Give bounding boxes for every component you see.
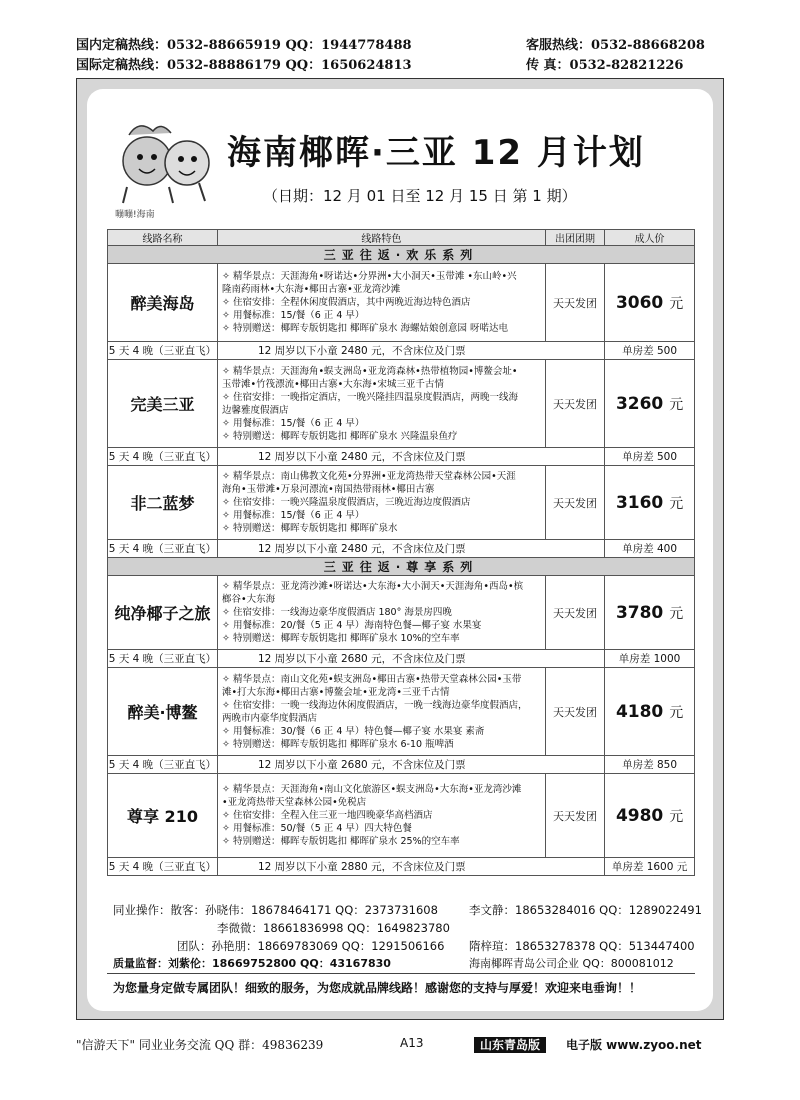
feature-line: ✧ 用餐标准：15/餐（6 正 4 早） bbox=[221, 510, 365, 521]
feature-line: 边馨雅度假酒店 bbox=[221, 404, 289, 416]
trip-duration: 5 天 4 晚（三亚直飞） bbox=[108, 540, 218, 558]
departure-schedule: 天天发团 bbox=[545, 668, 604, 756]
feature-line: ✧ 特别赠送：椰晖专版钥匙扣 椰晖矿泉水 6-10 瓶啤酒 bbox=[221, 738, 454, 750]
coconut-mascot-logo bbox=[109, 117, 219, 207]
feature-line: 玉带滩•竹筏漂流•椰田古寨•大东海•宋城三亚千古情 bbox=[221, 378, 444, 390]
contact-entry: 同业操作：散客：孙晓伟：18678464171 QQ：2373731608 bbox=[113, 903, 438, 917]
table-row bbox=[108, 466, 695, 540]
feature-line: 榔谷•大东海 bbox=[221, 594, 276, 605]
column-header: 线路特色 bbox=[217, 230, 545, 246]
price-unit: 元 bbox=[669, 295, 684, 312]
route-features bbox=[217, 774, 545, 858]
page-number: A13 bbox=[400, 1036, 424, 1050]
fax-number: 传 真：0532-82821226 bbox=[526, 58, 684, 73]
feature-line: ✧ 精华景点：亚龙湾沙滩•呀诺达•大东海•大小洞天•天涯海角•西岛•槟 bbox=[221, 581, 524, 592]
quality-supervisor: 质量监督：刘紫伦：18669752800 QQ：43167830 bbox=[113, 957, 391, 970]
route-features bbox=[217, 466, 545, 540]
feature-line: 滩•打大东海•椰田古寨•博鳌会址•亚龙湾•三亚千古情 bbox=[221, 686, 450, 698]
single-supplement: 单房差 850 bbox=[605, 756, 695, 774]
qq-group-note: "信游天下" 同业业务交流 QQ 群：49836239 bbox=[76, 1038, 324, 1052]
price-unit: 元 bbox=[669, 605, 684, 622]
adult-price bbox=[605, 576, 695, 650]
single-supplement: 单房差 1000 bbox=[605, 650, 695, 668]
table-row bbox=[108, 360, 695, 448]
price-unit: 元 bbox=[669, 808, 684, 825]
route-summary-row bbox=[108, 858, 695, 876]
route-name: 完美三亚 bbox=[108, 360, 218, 448]
route-features bbox=[217, 668, 545, 756]
adult-price bbox=[605, 668, 695, 756]
feature-line: ✧ 用餐标准：30/餐（6 正 4 早）特色餐—椰子宴 水果宴 素斋 bbox=[221, 725, 485, 737]
child-price-note: 12 周岁以下小童 2680 元，不含床位及门票 bbox=[217, 650, 604, 668]
column-header: 线路名称 bbox=[108, 230, 218, 246]
route-name: 尊享 210 bbox=[108, 774, 218, 858]
feature-line: ✧ 特别赠送：椰晖专版钥匙扣 椰晖矿泉水 25%的空车率 bbox=[221, 836, 460, 847]
feature-line: ✧ 住宿安排：一晚兴隆温泉度假酒店，三晚近海边度假酒店 bbox=[221, 497, 471, 508]
table-row bbox=[108, 774, 695, 858]
contact-entry: 隋梓瑄：18653278378 QQ：513447400 bbox=[469, 939, 695, 953]
route-summary-row bbox=[108, 650, 695, 668]
feature-line: ✧ 用餐标准：15/餐（6 正 4 早） bbox=[221, 417, 365, 429]
feature-line: •亚龙湾热带天堂森林公园•免税店 bbox=[221, 797, 367, 808]
feature-line: ✧ 住宿安排：一晚一线海边休闲度假酒店，一晚一线海边豪华度假酒店， bbox=[221, 699, 528, 711]
feature-line: ✧ 特别赠送：椰晖专版钥匙扣 椰晖矿泉水 海螺姑娘创意园 呀喏达电 bbox=[221, 323, 509, 334]
departure-schedule: 天天发团 bbox=[545, 774, 604, 858]
feature-line: 海角•玉带滩•万泉河漂流•南国热带雨林•椰田古寨 bbox=[221, 484, 435, 495]
feature-line: ✧ 特别赠送：椰晖专版钥匙扣 椰晖矿泉水 兴隆温泉鱼疗 bbox=[221, 430, 458, 442]
contact-list bbox=[113, 901, 702, 973]
adult-price bbox=[605, 466, 695, 540]
table-row bbox=[108, 264, 695, 342]
feature-line: ✧ 用餐标准：15/餐（6 正 4 早） bbox=[221, 310, 365, 321]
table-header bbox=[108, 230, 695, 246]
feature-line: ✧ 用餐标准：20/餐（5 正 4 早）海南特色餐—椰子宴 水果宴 bbox=[221, 620, 482, 631]
feature-line: ✧ 精华景点：南山佛教文化苑•分界洲•亚龙湾热带天堂森林公园•天涯 bbox=[221, 471, 516, 482]
child-price-note: 12 周岁以下小童 2480 元，不含床位及门票 bbox=[217, 342, 604, 360]
feature-line: ✧ 精华景点：南山文化苑•蜈支洲岛•椰田古寨•热带天堂森林公园•玉带 bbox=[221, 673, 522, 685]
single-supplement: 单房差 400 bbox=[605, 540, 695, 558]
contact-entry: 团队：孙艳朋：18669783069 QQ：1291506166 bbox=[177, 939, 445, 953]
date-range: （日期：12 月 01 日至 12 月 15 日 第 1 期） bbox=[263, 187, 577, 205]
section-header bbox=[108, 246, 695, 264]
feature-line: 隆南药雨林•大东海•椰田古寨•亚龙湾沙滩 bbox=[221, 284, 401, 295]
international-hotline: 国际定稿热线：0532-88886179 QQ：1650624813 bbox=[76, 58, 412, 73]
route-summary-row bbox=[108, 540, 695, 558]
ad-panel bbox=[87, 89, 713, 1011]
adult-price bbox=[605, 360, 695, 448]
table-row bbox=[108, 668, 695, 756]
ad-frame bbox=[76, 78, 724, 1020]
feature-line: ✧ 住宿安排：一晚指定酒店，一晚兴隆挂四温泉度假酒店，两晚一线海 bbox=[221, 391, 518, 403]
column-header: 出团团期 bbox=[545, 230, 604, 246]
trip-duration: 5 天 4 晚（三亚直飞） bbox=[108, 650, 218, 668]
price-unit: 元 bbox=[669, 396, 684, 413]
route-features bbox=[217, 264, 545, 342]
price-value: 3160 bbox=[615, 492, 664, 513]
section-header bbox=[108, 558, 695, 576]
child-price-note: 12 周岁以下小童 2480 元，不含床位及门票 bbox=[217, 540, 604, 558]
departure-schedule: 天天发团 bbox=[545, 466, 604, 540]
edition-label: 山东青岛版 bbox=[474, 1037, 546, 1053]
price-value: 3780 bbox=[615, 602, 664, 623]
adult-price bbox=[605, 774, 695, 858]
contact-entry: 李微微：18661836998 QQ：1649823780 bbox=[217, 921, 450, 935]
page-title: 海南椰晖·三亚 12 月计划 bbox=[227, 133, 645, 173]
route-summary-row bbox=[108, 342, 695, 360]
route-name: 醉美海岛 bbox=[108, 264, 218, 342]
feature-line: ✧ 特别赠送：椰晖专版钥匙扣 椰晖矿泉水 bbox=[221, 523, 398, 534]
feature-line: ✧ 用餐标准：50/餐（5 正 4 早）四大特色餐 bbox=[221, 823, 412, 834]
domestic-hotline: 国内定稿热线：0532-88665919 QQ：1944778488 bbox=[76, 38, 412, 53]
route-name: 非二蓝梦 bbox=[108, 466, 218, 540]
price-value: 4180 bbox=[615, 701, 664, 722]
price-value: 4980 bbox=[615, 805, 664, 826]
feature-line: ✧ 精华景点：天涯海角•蜈支洲岛•亚龙湾森林•热带植物园•博鳌会址• bbox=[221, 365, 518, 377]
divider bbox=[107, 973, 695, 974]
price-value: 3060 bbox=[615, 292, 664, 313]
price-unit: 元 bbox=[669, 704, 684, 721]
section-title: 三亚往返·欢乐系列 bbox=[108, 246, 695, 264]
route-name: 纯净椰子之旅 bbox=[108, 576, 218, 650]
child-price-note: 12 周岁以下小童 2480 元，不含床位及门票 bbox=[217, 448, 604, 466]
price-unit: 元 bbox=[669, 495, 684, 512]
route-summary-row bbox=[108, 756, 695, 774]
company-qq: 海南椰晖青岛公司企业 QQ：800081012 bbox=[469, 957, 674, 970]
departure-schedule: 天天发团 bbox=[545, 264, 604, 342]
edition-badge bbox=[474, 1036, 546, 1053]
single-supplement: 单房差 500 bbox=[605, 342, 695, 360]
route-name: 醉美·博鳌 bbox=[108, 668, 218, 756]
feature-line: ✧ 住宿安排：全程休闲度假酒店，其中两晚近海边特色酒店 bbox=[221, 297, 471, 308]
website-link[interactable]: 电子版 www.zyoo.net bbox=[566, 1038, 702, 1052]
route-features bbox=[217, 360, 545, 448]
feature-line: 两晚市内豪华度假酒店 bbox=[221, 712, 317, 724]
slogan: 为您量身定做专属团队！细致的服务，为您成就品牌线路！感谢您的支持与厚爱！欢迎来电垂询！！ bbox=[113, 981, 642, 995]
feature-line: ✧ 精华景点：天涯海角•南山文化旅游区•蜈支洲岛•大东海•亚龙湾沙滩 bbox=[221, 784, 522, 795]
trip-duration: 5 天 4 晚（三亚直飞） bbox=[108, 858, 218, 876]
single-supplement: 单房差 1600 元 bbox=[605, 858, 695, 876]
service-hotline: 客服热线：0532-88668208 bbox=[526, 38, 705, 53]
child-price-note: 12 周岁以下小童 2880 元，不含床位及门票 bbox=[217, 858, 604, 876]
single-supplement: 单房差 500 bbox=[605, 448, 695, 466]
departure-schedule: 天天发团 bbox=[545, 360, 604, 448]
feature-line: ✧ 特别赠送：椰晖专版钥匙扣 椰晖矿泉水 10%的空车率 bbox=[221, 633, 460, 644]
trip-duration: 5 天 4 晚（三亚直飞） bbox=[108, 342, 218, 360]
itinerary-table bbox=[107, 229, 695, 876]
feature-line: ✧ 精华景点：天涯海角•呀诺达•分界洲•大小洞天•玉带滩 •东山岭•兴 bbox=[221, 271, 517, 282]
feature-line: ✧ 住宿安排：全程入住三亚一地四晚豪华高档酒店 bbox=[221, 810, 433, 821]
child-price-note: 12 周岁以下小童 2680 元，不含床位及门票 bbox=[217, 756, 604, 774]
mascot-caption: 嘣嘣!海南 bbox=[115, 210, 155, 220]
feature-line: ✧ 住宿安排：一线海边豪华度假酒店 180° 海景房四晚 bbox=[221, 607, 452, 618]
route-summary-row bbox=[108, 448, 695, 466]
column-header: 成人价 bbox=[605, 230, 695, 246]
trip-duration: 5 天 4 晚（三亚直飞） bbox=[108, 756, 218, 774]
adult-price bbox=[605, 264, 695, 342]
contact-entry: 李文静：18653284016 QQ：1289022491 bbox=[469, 903, 702, 917]
section-title: 三亚往返·尊享系列 bbox=[108, 558, 695, 576]
departure-schedule: 天天发团 bbox=[545, 576, 604, 650]
price-value: 3260 bbox=[615, 393, 664, 414]
table-row bbox=[108, 576, 695, 650]
trip-duration: 5 天 4 晚（三亚直飞） bbox=[108, 448, 218, 466]
route-features bbox=[217, 576, 545, 650]
